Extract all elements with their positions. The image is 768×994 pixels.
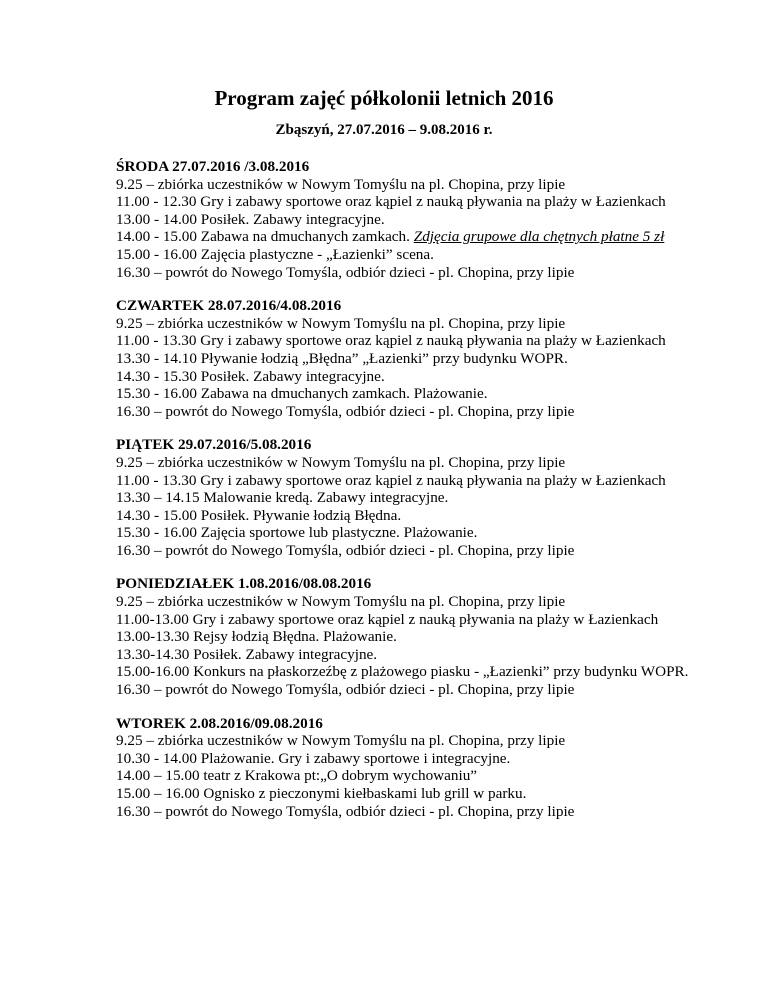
day-heading: ŚRODA 27.07.2016 /3.08.2016 [116, 158, 310, 175]
schedule-line: 13.00-13.30 Rejsy łodzią Błędna. Plażowanie. [116, 628, 397, 646]
schedule-line: 13.30 - 14.10 Pływanie łodzią „Błędna” „Łazienki” przy budynku WOPR. [116, 349, 568, 367]
day-section [116, 715, 736, 821]
schedule-line: 14.30 - 15.30 Posiłek. Zabawy integracyjne. [116, 367, 385, 385]
schedule-line: 15.00 – 16.00 Ognisko z pieczonymi kiełbaskami lub grill w parku. [116, 785, 527, 802]
page-title: Program zajęć półkolonii letnich 2016 [214, 86, 554, 110]
schedule-line: 11.00 - 13.30 Gry i zabawy sportowe oraz kąpiel z nauką pływania na plaży w Łazienkach [116, 471, 666, 489]
schedule-line: 16.30 – powrót do Nowego Tomyśla, odbiór dzieci - pl. Chopina, przy lipie [116, 541, 575, 559]
schedule-line: 11.00 - 12.30 Gry i zabawy sportowe oraz kąpiel z nauką pływania na plaży w Łazienkach [116, 193, 666, 211]
day-section [116, 436, 736, 559]
schedule-line: 9.25 – zbiórka uczestników w Nowym Tomyślu na pl. Chopina, przy lipie [116, 732, 566, 750]
schedule-line: 13.30 – 14.15 Malowanie kredą. Zabawy integracyjne. [116, 489, 449, 507]
schedule-line: 9.25 – zbiórka uczestników w Nowym Tomyślu na pl. Chopina, przy lipie [116, 175, 566, 193]
day-section [116, 575, 736, 698]
day-section [116, 297, 736, 420]
schedule-line: 15.00-16.00 Konkurs na płaskorzeźbę z plażowego piasku - „Łazienki” przy budynku WOPR. [116, 663, 689, 681]
schedule-line: 11.00 - 13.30 Gry i zabawy sportowe oraz kąpiel z nauką pływania na plaży w Łazienkach [116, 332, 666, 350]
schedule-line: 10.30 - 14.00 Plażowanie. Gry i zabawy sportowe i integracyjne. [116, 749, 511, 767]
schedule-line: 13.30-14.30 Posiłek. Zabawy integracyjne. [116, 645, 378, 663]
schedule-line: 13.00 - 14.00 Posiłek. Zabawy integracyjne. [116, 210, 385, 228]
schedule-line: 14.00 – 15.00 teatr z Krakowa pt:„O dobrym wychowaniu” [116, 767, 478, 785]
schedule-line: 16.30 – powrót do Nowego Tomyśla, odbiór dzieci - pl. Chopina, przy lipie [116, 402, 575, 420]
day-section [116, 158, 736, 281]
schedule-line: 16.30 – powrót do Nowego Tomyśla, odbiór dzieci - pl. Chopina, przy lipie [116, 263, 575, 281]
schedule-line: 15.30 - 16.00 Zajęcia sportowe lub plastyczne. Plażowanie. [116, 524, 478, 542]
schedule-line: 15.00 - 16.00 Zajęcia plastyczne - „Łazienki” scena. [116, 245, 434, 263]
schedule-line: 14.30 - 15.00 Posiłek. Pływanie łodzią Błędna. [116, 506, 402, 524]
schedule-line: 9.25 – zbiórka uczestników w Nowym Tomyślu na pl. Chopina, przy lipie [116, 593, 566, 611]
schedule-line: 11.00-13.00 Gry i zabawy sportowe oraz kąpiel z nauką pływania na plaży w Łazienkach [116, 610, 659, 628]
photo-note: Zdjęcia grupowe dla chętnych płatne 5 zł [413, 228, 665, 246]
day-heading: PONIEDZIAŁEK 1.08.2016/08.08.2016 [116, 575, 372, 593]
schedule-line: 9.25 – zbiórka uczestników w Nowym Tomyślu na pl. Chopina, przy lipie [116, 314, 566, 332]
schedule-line: 16.30 – powrót do Nowego Tomyśla, odbiór dzieci - pl. Chopina, przy lipie [116, 681, 575, 699]
day-heading: WTOREK 2.08.2016/09.08.2016 [116, 714, 323, 732]
day-heading: PIĄTEK 29.07.2016/5.08.2016 [116, 436, 312, 454]
page-subtitle: Zbąszyń, 27.07.2016 – 9.08.2016 r. [275, 122, 493, 138]
schedule [116, 158, 736, 836]
schedule-line: 16.30 – powrót do Nowego Tomyśla, odbiór dzieci - pl. Chopina, przy lipie [116, 802, 575, 820]
day-heading: CZWARTEK 28.07.2016/4.08.2016 [116, 297, 342, 315]
schedule-line: 15.30 - 16.00 Zabawa na dmuchanych zamkach. Plażowanie. [116, 385, 488, 403]
schedule-line: 14.00 - 15.00 Zabawa na dmuchanych zamkach. Zdjęcia grupowe dla chętnych płatne 5 zł [116, 228, 665, 246]
schedule-line: 9.25 – zbiórka uczestników w Nowym Tomyślu na pl. Chopina, przy lipie [116, 453, 566, 471]
